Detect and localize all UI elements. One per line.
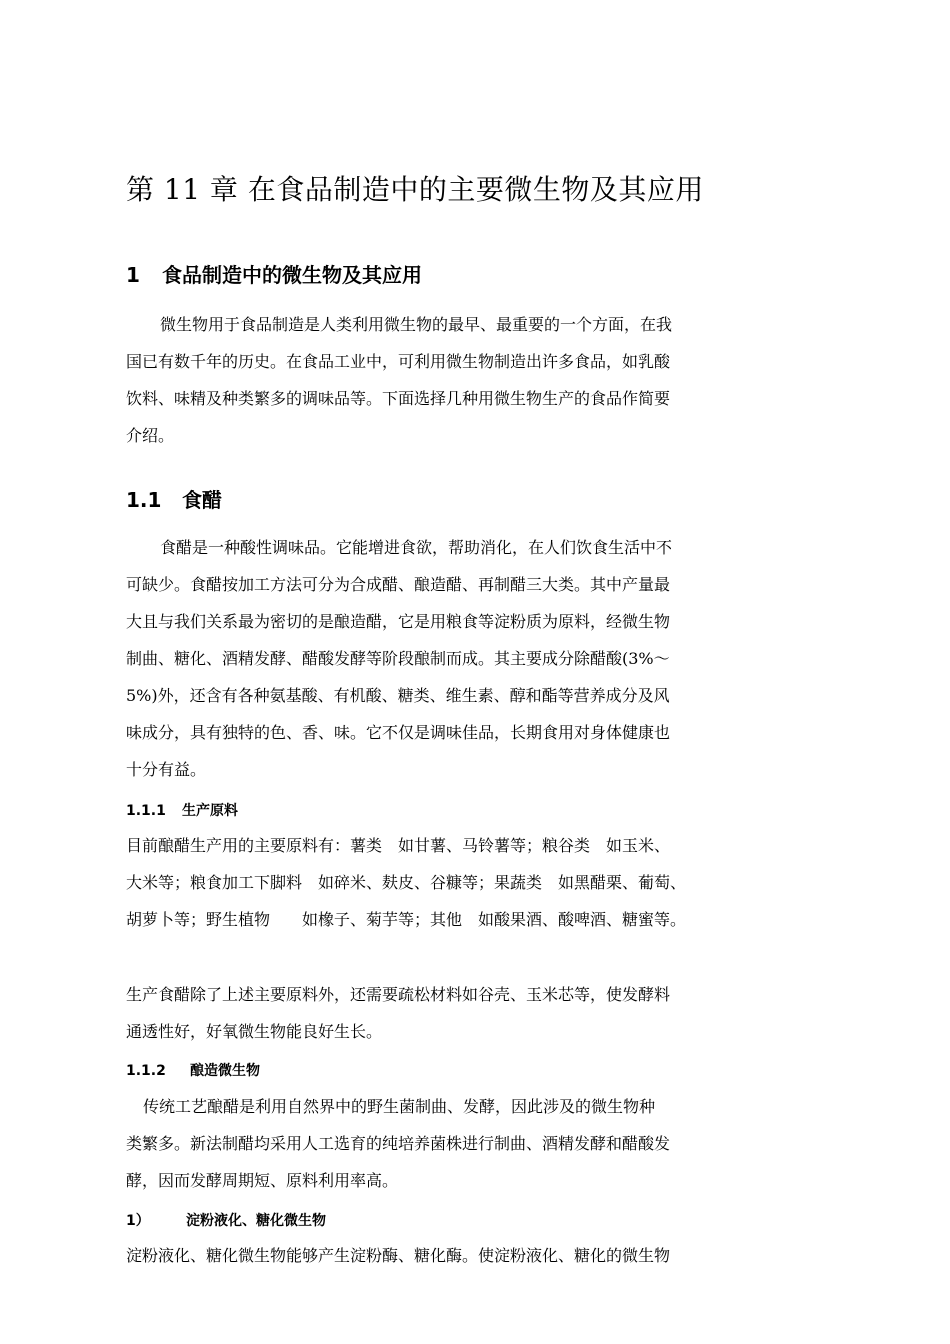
section-1-1-2-number: 1.1.2 <box>126 1063 166 1079</box>
paragraph-line: 5%)外，还含有各种氨基酸、有机酸、糖类、维生素、醇和酯等营养成分及风 <box>126 686 670 705</box>
paragraph-line: 淀粉液化、糖化微生物能够产生淀粉酶、糖化酶。使淀粉液化、糖化的微生物 <box>126 1246 671 1265</box>
section-1-number: 1 <box>126 263 140 287</box>
paragraph-line: 饮料、味精及种类繁多的调味品等。下面选择几种用微生物生产的食品作简要 <box>126 389 671 408</box>
paragraph-line: 目前酿醋生产用的主要原料有：薯类 如甘薯、马铃薯等；粮谷类 如玉米、 <box>126 836 671 855</box>
section-1-1-2-title: 酿造微生物 <box>190 1063 260 1079</box>
paragraph-line: 大米等；粮食加工下脚料 如碎米、麸皮、谷糠等；果蔬类 如黑醋栗、葡萄、 <box>126 873 687 892</box>
paragraph-line: 制曲、糖化、酒精发酵、醋酸发酵等阶段酿制而成。其主要成分除醋酸(3%～ <box>126 649 670 668</box>
paragraph-line: 大且与我们关系最为密切的是酿造醋，它是用粮食等淀粉质为原料，经微生物 <box>126 612 671 631</box>
paragraph-line: 酵，因而发酵周期短、原料利用率高。 <box>126 1171 399 1190</box>
section-1-1-title: 食醋 <box>182 488 222 512</box>
section-1-heading <box>126 259 422 288</box>
paragraph-line: 通透性好，好氧微生物能良好生长。 <box>126 1022 383 1041</box>
section-1-title: 食品制造中的微生物及其应用 <box>162 263 422 287</box>
section-1-1-2-heading <box>126 1060 260 1080</box>
subitem-1-title: 淀粉液化、糖化微生物 <box>186 1213 326 1229</box>
section-1-1-1-heading <box>126 800 238 820</box>
section-1-1-heading <box>126 484 222 513</box>
paragraph-line: 类繁多。新法制醋均采用人工选育的纯培养菌株进行制曲、酒精发酵和醋酸发 <box>126 1134 671 1153</box>
paragraph-line: 可缺少。食醋按加工方法可分为合成醋、酿造醋、再制醋三大类。其中产量最 <box>126 575 671 594</box>
chapter-title: 第 11 章 在食品制造中的主要微生物及其应用 <box>126 173 704 206</box>
paragraph-line: 食醋是一种酸性调味品。它能增进食欲，帮助消化，在人们饮食生活中不 <box>160 538 673 557</box>
paragraph-line: 十分有益。 <box>126 760 207 779</box>
subitem-1-heading <box>126 1210 326 1230</box>
paragraph-line: 微生物用于食品制造是人类利用微生物的最早、最重要的一个方面，在我 <box>160 315 673 334</box>
section-1-1-1-title: 生产原料 <box>182 803 238 819</box>
paragraph-line: 介绍。 <box>126 426 175 445</box>
section-1-1-number: 1.1 <box>126 488 162 512</box>
paragraph-line: 国已有数千年的历史。在食品工业中，可利用微生物制造出许多食品，如乳酸 <box>126 352 671 371</box>
paragraph-line: 生产食醋除了上述主要原料外，还需要疏松材料如谷壳、玉米芯等，使发酵料 <box>126 985 671 1004</box>
paragraph-line: 传统工艺酿醋是利用自然界中的野生菌制曲、发酵，因此涉及的微生物种 <box>143 1097 656 1116</box>
paragraph-line: 味成分，具有独特的色、香、味。它不仅是调味佳品，长期食用对身体健康也 <box>126 723 671 742</box>
subitem-1-number: 1） <box>126 1213 150 1229</box>
paragraph-line: 胡萝卜等；野生植物 如橡子、菊芋等；其他 如酸果酒、酸啤酒、糖蜜等。 <box>126 910 687 929</box>
section-1-1-1-number: 1.1.1 <box>126 803 166 819</box>
